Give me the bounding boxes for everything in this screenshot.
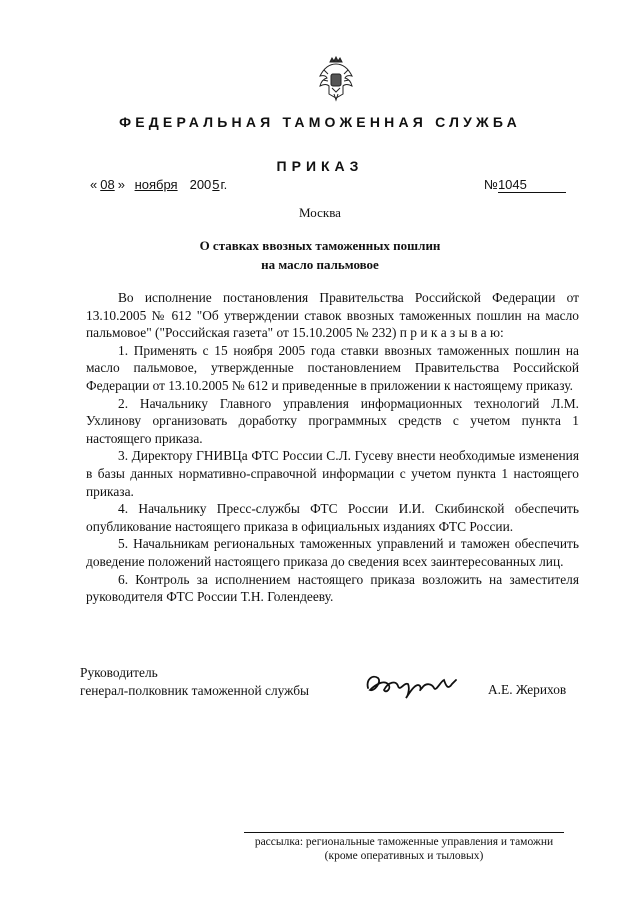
agency-title: ФЕДЕРАЛЬНАЯ ТАМОЖЕННАЯ СЛУЖБА [119,114,521,130]
date-year-abbr: г. [220,177,228,192]
signatory-position [80,664,309,700]
handwritten-signature [362,662,462,702]
order-item-1: 1. Применять с 15 ноября 2005 года ставки ввозных таможенных пошлин на масло пальмовое, утвержденные постановлением Правительства Российской Федерации от 13.10.2005 № 612 и приведенные в приложении к настоящему приказу. [86,342,579,393]
order-item-5: 5. Начальникам региональных таможенных управлений и таможен обеспечить доведение положений настоящего приказа до сведения всех заинтересованных лиц. [86,536,579,569]
order-number [484,177,566,193]
number-value: 1045 [498,178,566,193]
date-close-quote: » [117,177,125,192]
distribution-line-1: рассылка: региональные таможенные управления и таможни [254,836,554,848]
date-year-prefix: 200 [189,177,212,192]
number-label: № [484,177,498,192]
title-line-1: О ставках ввозных таможенных пошлин [199,238,441,253]
order-item-3: 3. Директору ГНИВЦа ФТС России С.Л. Гусеву внести необходимые изменения в базы данных нормативно-справочной информации с учетом пункта 1 настоящего приказа. [86,448,579,499]
date-year-suffix: 5 [212,177,220,192]
preamble-paragraph: Во исполнение постановления Правительства Российской Федерации от 13.10.2005 № 612 "Об утверждении ставок ввозных таможенных пошлин на масло пальмовое" ("Российская газета" от 15.10.2005 № 232) п р и к а з ы в а ю: [86,290,579,341]
state-emblem-icon [314,54,358,102]
date-open-quote: « [90,177,98,192]
position-line-1: Руководитель [80,665,158,680]
date-month: ноября [134,177,178,192]
date-day: 08 [100,177,115,192]
order-item-2: 2. Начальнику Главного управления информационных технологий Л.М. Ухлинову организовать доработку программных средств с учетом пункта 1 настоящего приказа. [86,395,579,446]
signatory-name: А.Е. Жерихов [488,682,567,697]
distribution-divider [244,832,564,833]
distribution-list [244,835,564,863]
document-type: ПРИКАЗ [276,158,364,174]
order-item-6: 6. Контроль за исполнением настоящего приказа возложить на заместителя руководителя ФТС России Т.Н. Голендееву. [86,571,579,605]
title-line-2: на масло пальмовое [261,257,379,272]
order-date [90,177,227,192]
city: Москва [299,205,341,220]
order-body [86,289,579,606]
order-title [0,236,640,274]
distribution-line-2: (кроме оперативных и тыловых) [324,850,484,862]
order-item-4: 4. Начальнику Пресс-службы ФТС России И.И. Скибинской обеспечить опубликование настоящего приказа в официальных изданиях ФТС России. [86,501,579,534]
position-line-2: генерал-полковник таможенной службы [80,683,310,698]
